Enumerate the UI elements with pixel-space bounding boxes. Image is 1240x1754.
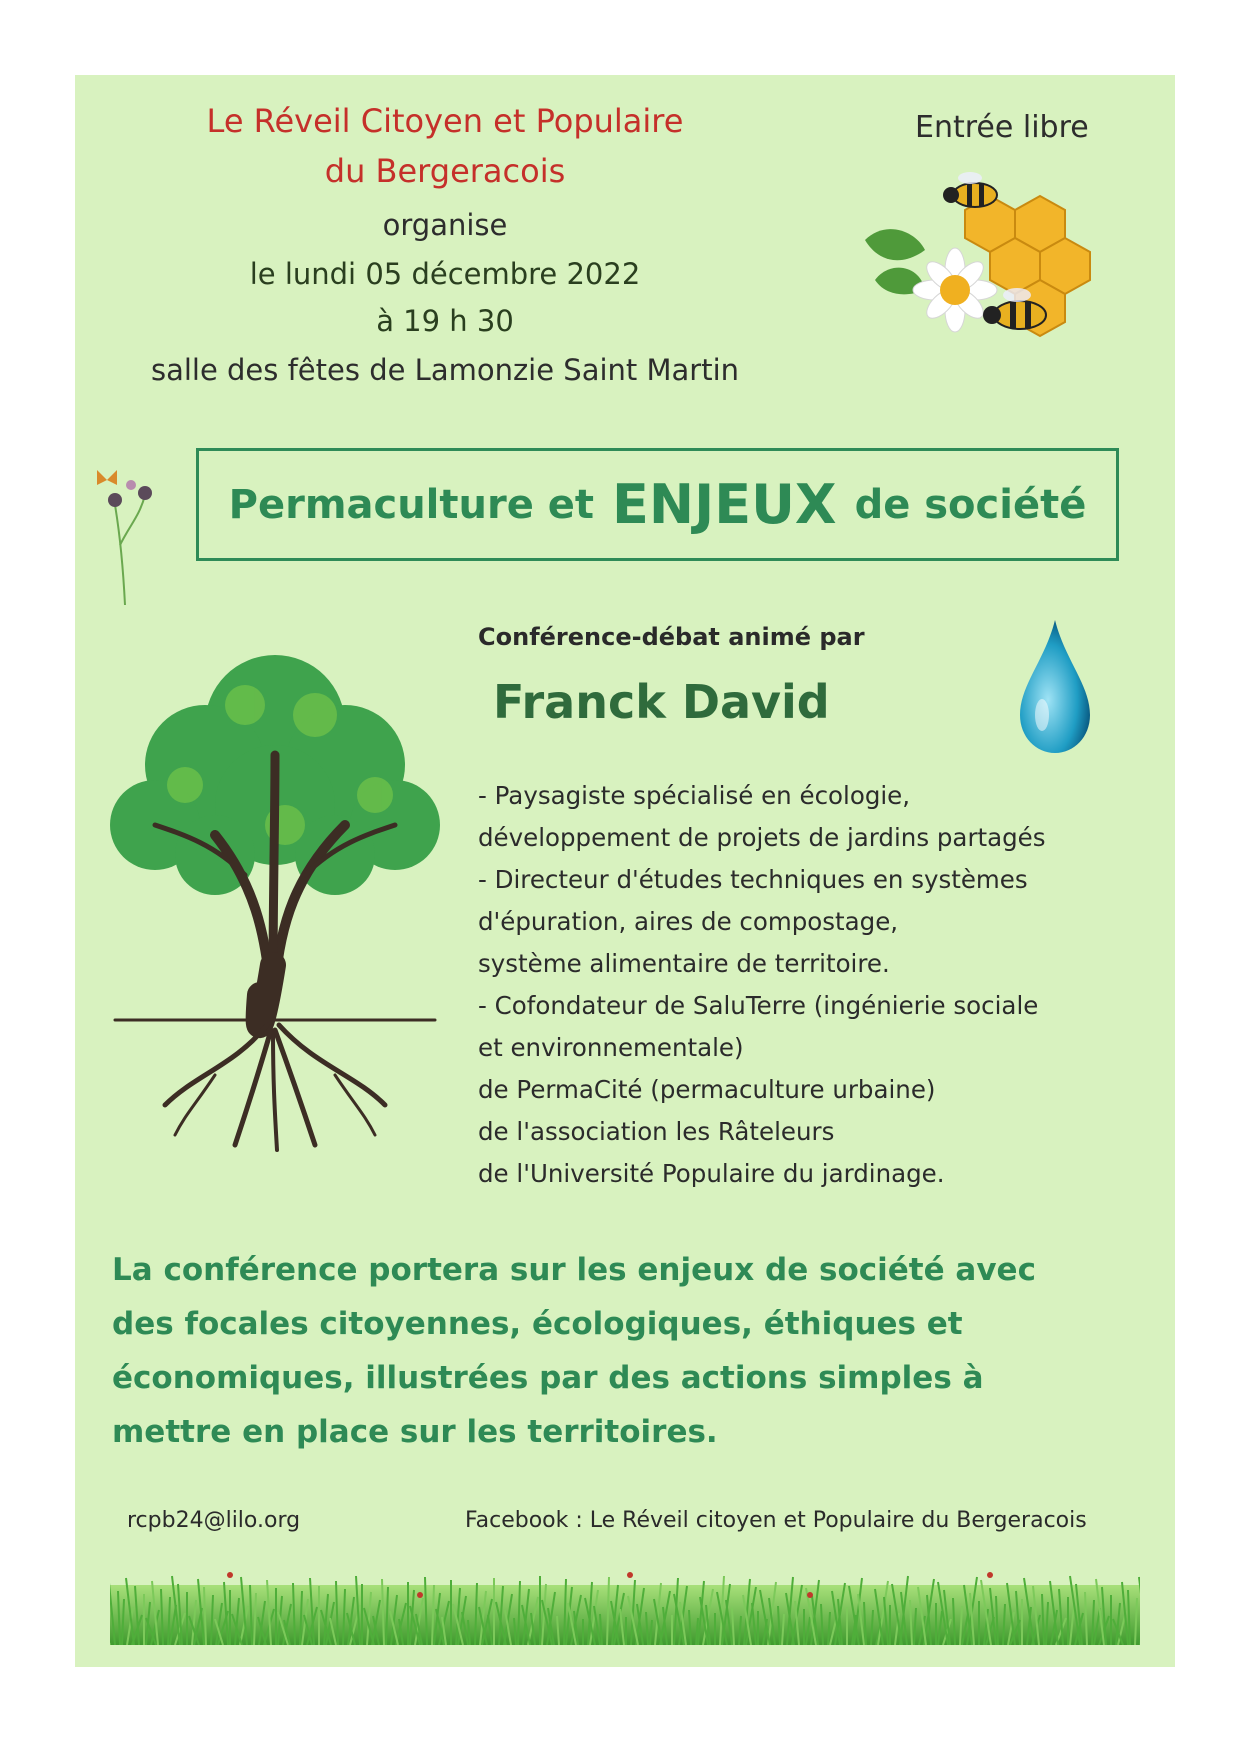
flower-sprig-illustration <box>85 455 165 605</box>
summary-line: La conférence portera sur les enjeux de société avec <box>112 1252 1036 1288</box>
event-title <box>196 448 1119 561</box>
ladybug-icon <box>417 1592 423 1598</box>
bio-line: - Cofondateur de SaluTerre (ingénierie sociale <box>478 991 1039 1020</box>
bio-line: développement de projets de jardins partagés <box>478 823 1046 852</box>
ladybug-icon <box>627 1572 633 1578</box>
summary-line: économiques, illustrées par des actions simples à <box>112 1360 984 1396</box>
facebook-page[interactable]: Facebook : Le Réveil citoyen et Populaire du Bergeracois <box>465 1508 1087 1533</box>
summary-line: mettre en place sur les territoires. <box>112 1414 718 1450</box>
conference-label: Conférence-débat animé par <box>478 623 865 651</box>
bio-line: d'épuration, aires de compostage, <box>478 907 899 936</box>
organizer-name-line1: Le Réveil Citoyen et Populaire <box>206 102 684 140</box>
organizer-verb: organise <box>382 208 508 242</box>
bees-honeycomb-illustration <box>855 170 1095 370</box>
grass-illustration <box>110 1545 1140 1645</box>
title-part3: de société <box>854 481 1087 528</box>
ladybug-icon <box>807 1592 813 1598</box>
tree-illustration <box>95 635 455 1155</box>
summary-line: des focales citoyennes, écologiques, éthiques et <box>112 1306 963 1342</box>
speaker-name: Franck David <box>493 675 830 729</box>
bio-line: et environnementale) <box>478 1033 744 1062</box>
title-part1: Permaculture et <box>228 481 595 528</box>
bio-line: de l'association les Râteleurs <box>478 1117 835 1146</box>
event-time: à 19 h 30 <box>376 304 514 338</box>
speaker-bio <box>478 775 1178 1195</box>
event-date: le lundi 05 décembre 2022 <box>249 257 641 291</box>
bio-line: système alimentaire de territoire. <box>478 949 890 978</box>
bio-line: de PermaCité (permaculture urbaine) <box>478 1075 936 1104</box>
organizer-name-line2: du Bergeracois <box>324 152 566 190</box>
bio-line: - Directeur d'études techniques en systèmes <box>478 865 1028 894</box>
poster <box>75 75 1175 1667</box>
butterfly-icon <box>97 470 107 485</box>
ladybug-icon <box>227 1572 233 1578</box>
ladybug-icon <box>987 1572 993 1578</box>
bio-line: - Paysagiste spécialisé en écologie, <box>478 781 911 810</box>
bee-icon <box>943 172 997 207</box>
entry-info: Entrée libre <box>915 110 1089 145</box>
event-venue: salle des fêtes de Lamonzie Saint Martin <box>150 353 740 387</box>
conference-summary <box>112 1243 1152 1459</box>
water-drop-icon <box>1010 615 1100 765</box>
title-part2: ENJEUX <box>612 473 837 536</box>
bio-line: de l'Université Populaire du jardinage. <box>478 1159 945 1188</box>
contact-email[interactable]: rcpb24@lilo.org <box>127 1508 301 1533</box>
